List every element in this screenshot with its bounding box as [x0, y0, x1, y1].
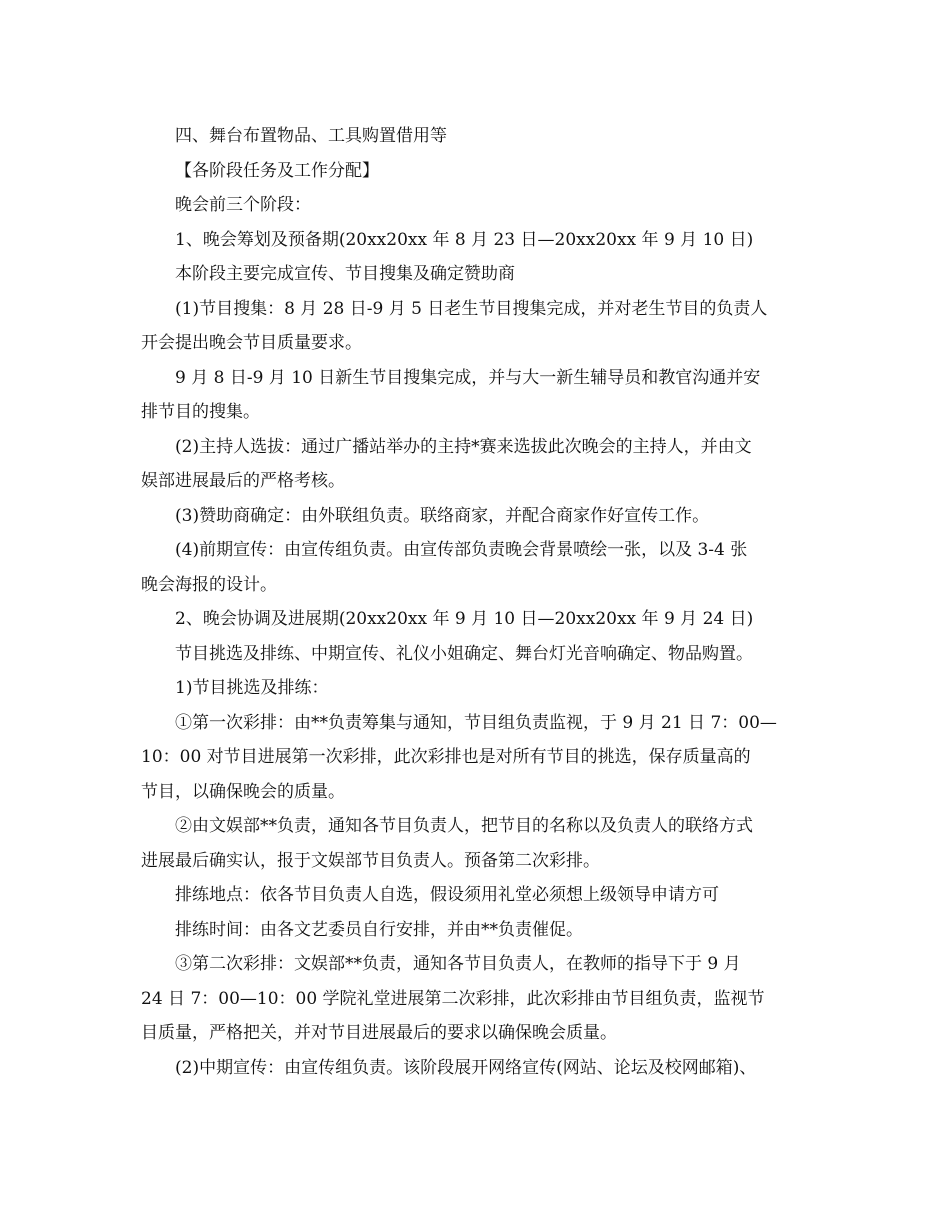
- section-heading: 【各阶段任务及工作分配】: [175, 160, 379, 181]
- paragraph-line: 目质量，严格把关，并对节目进展最后的要求以确保晚会质量。: [141, 1023, 617, 1043]
- document-body: [141, 119, 816, 1085]
- paragraph-line: (1)节目搜集：8 月 28 日-9 月 5 日老生节目搜集完成，并对老生节目的负责人: [175, 298, 768, 319]
- paragraph-line: 本阶段主要完成宣传、节目搜集及确定赞助商: [175, 264, 515, 284]
- paragraph-line: 24 日 7：00—10：00 学院礼堂进展第二次彩排，此次彩排由节目组负责，监视节: [141, 988, 765, 1009]
- paragraph-line: 晚会海报的设计。: [141, 574, 277, 595]
- paragraph-line: 娱部进展最后的严格考核。: [141, 471, 345, 491]
- paragraph-line: 10：00 对节目进展第一次彩排，此次彩排也是对所有节目的挑选，保存质量高的: [141, 747, 751, 767]
- paragraph-line: 1)节目挑选及排练：: [175, 678, 329, 698]
- stage-heading: 2、晚会协调及进展期(20xx20xx 年 9 月 10 日—20xx20xx 年 9 月 24 日): [175, 609, 754, 629]
- paragraph-line: (2)中期宣传：由宣传组负责。该阶段展开网络宣传(网站、论坛及校网邮箱)、: [175, 1057, 757, 1078]
- paragraph-line: 晚会前三个阶段：: [175, 195, 311, 215]
- paragraph-line: 节目挑选及排练、中期宣传、礼仪小姐确定、舞台灯光音响确定、物品购置。: [175, 643, 753, 664]
- stage-heading: 1、晚会筹划及预备期(20xx20xx 年 8 月 23 日—20xx20xx 年 9 月 10 日): [175, 229, 754, 250]
- paragraph-line: 9 月 8 日-9 月 10 日新生节目搜集完成，并与大一新生辅导员和教官沟通并安: [175, 367, 761, 388]
- paragraph-line: ③第二次彩排：文娱部**负责，通知各节目负责人，在教师的指导下于 9 月: [175, 954, 741, 974]
- paragraph-line: 排节目的搜集。: [141, 402, 260, 422]
- paragraph-line: ②由文娱部**负责，通知各节目负责人，把节目的名称以及负责人的联络方式: [175, 816, 753, 836]
- paragraph-line: 节目，以确保晚会的质量。: [141, 781, 345, 802]
- paragraph-line: (2)主持人选拔：通过广播站举办的主持*赛来选拔此次晚会的主持人，并由文: [175, 436, 752, 457]
- paragraph-line: 开会提出晚会节目质量要求。: [141, 333, 362, 353]
- section-heading: 四、舞台布置物品、工具购置借用等: [175, 126, 447, 146]
- paragraph-line: (3)赞助商确定：由外联组负责。联络商家，并配合商家作好宣传工作。: [175, 505, 710, 526]
- paragraph-line: (4)前期宣传：由宣传组负责。由宣传部负责晚会背景喷绘一张，以及 3-4 张: [175, 540, 748, 560]
- paragraph-line: 排练地点：依各节目负责人自选，假设须用礼堂必须想上级领导申请方可: [175, 885, 719, 905]
- paragraph-line: 排练时间：由各文艺委员自行安排，并由**负责催促。: [175, 919, 583, 940]
- paragraph-line: 进展最后确实认，报于文娱部节目负责人。预备第二次彩排。: [141, 850, 600, 871]
- paragraph-line: ①第一次彩排：由**负责筹集与通知，节目组负责监视，于 9 月 21 日 7：00—: [175, 712, 777, 733]
